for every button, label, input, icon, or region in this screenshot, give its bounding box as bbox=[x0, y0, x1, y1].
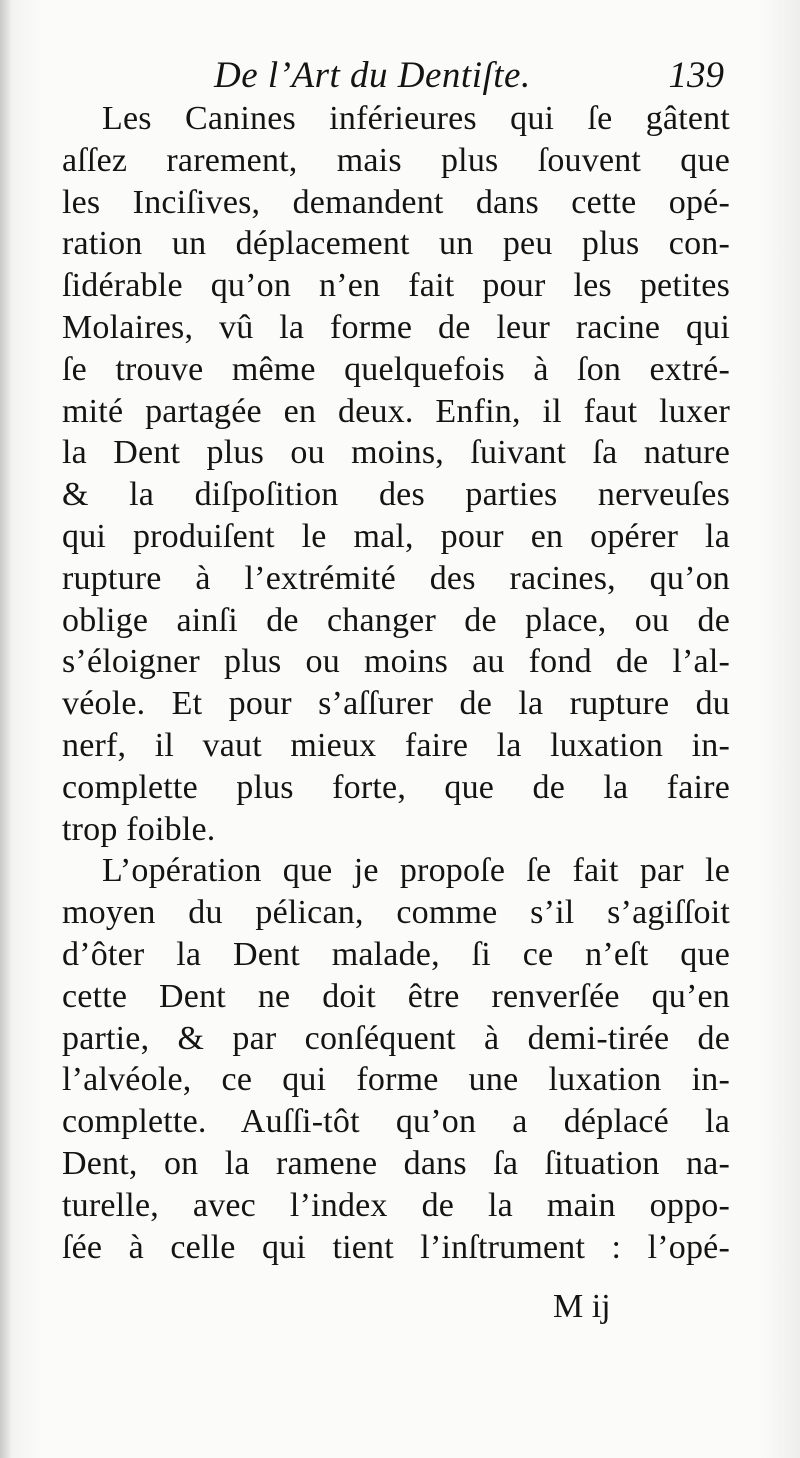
text-line: cette Dent ne doit être renverſée qu’en bbox=[62, 977, 730, 1015]
text-line: Dent, on la ramene dans ſa ſituation na- bbox=[62, 1144, 730, 1182]
running-head bbox=[64, 48, 724, 104]
text-line: complette plus forte, que de la faire bbox=[62, 768, 730, 806]
text-line: la Dent plus ou moins, ſuivant ſa nature bbox=[62, 434, 730, 472]
running-head-title: De l’Art du Dentiſte. bbox=[214, 55, 531, 96]
text-line: moyen du pélican, comme s’il s’agiſſoit bbox=[62, 894, 730, 932]
text-line: d’ôter la Dent malade, ſi ce n’eſt que bbox=[62, 935, 730, 973]
text-line: turelle, avec l’index de la main oppo- bbox=[62, 1186, 730, 1224]
text-line: ration un déplacement un peu plus con- bbox=[62, 225, 730, 263]
text-line: ſe trouve même quelquefois à ſon extré- bbox=[62, 350, 730, 388]
text-line: mité partagée en deux. Enfin, il faut luxer bbox=[62, 392, 730, 430]
text-line: l’alvéole, ce qui forme une luxation in- bbox=[62, 1061, 730, 1099]
text-line: L’opération que je propoſe ſe fait par le bbox=[102, 852, 730, 890]
text-line: Les Canines inférieures qui ſe gâtent bbox=[102, 100, 730, 137]
page-number: 139 bbox=[668, 55, 724, 96]
text-line: & la diſpoſition des parties nerveuſes bbox=[62, 476, 730, 514]
gutter-shadow bbox=[0, 0, 12, 1458]
text-line: partie, & par conſéquent à demi-tirée de bbox=[62, 1019, 730, 1057]
text-line: Molaires, vû la forme de leur racine qui bbox=[62, 308, 730, 346]
text-line: véole. Et pour s’aſſurer de la rupture du bbox=[62, 685, 730, 723]
text-line: rupture à l’extrémité des racines, qu’on bbox=[62, 559, 730, 597]
text-line: complette. Auſſi-tôt qu’on a déplacé la bbox=[62, 1103, 730, 1141]
signature-mark: M ij bbox=[553, 1288, 611, 1325]
text-line: qui produiſent le mal, pour en opérer la bbox=[62, 517, 730, 555]
text-line: oblige ainſi de changer de place, ou de bbox=[62, 601, 730, 639]
text-line: les Inciſives, demandent dans cette opé- bbox=[62, 183, 730, 221]
text-line: nerf, il vaut mieux faire la luxation in- bbox=[62, 726, 730, 764]
text-line: ſidérable qu’on n’en fait pour les petites bbox=[62, 267, 730, 305]
body-text bbox=[62, 98, 730, 1268]
text-line: aſſez rarement, mais plus ſouvent que bbox=[62, 141, 730, 179]
text-line: s’éloigner plus ou moins au fond de l’al- bbox=[62, 643, 730, 681]
text-line: ſée à celle qui tient l’inſtrument : l’opé- bbox=[62, 1228, 730, 1266]
text-line: trop foible. bbox=[62, 810, 216, 848]
